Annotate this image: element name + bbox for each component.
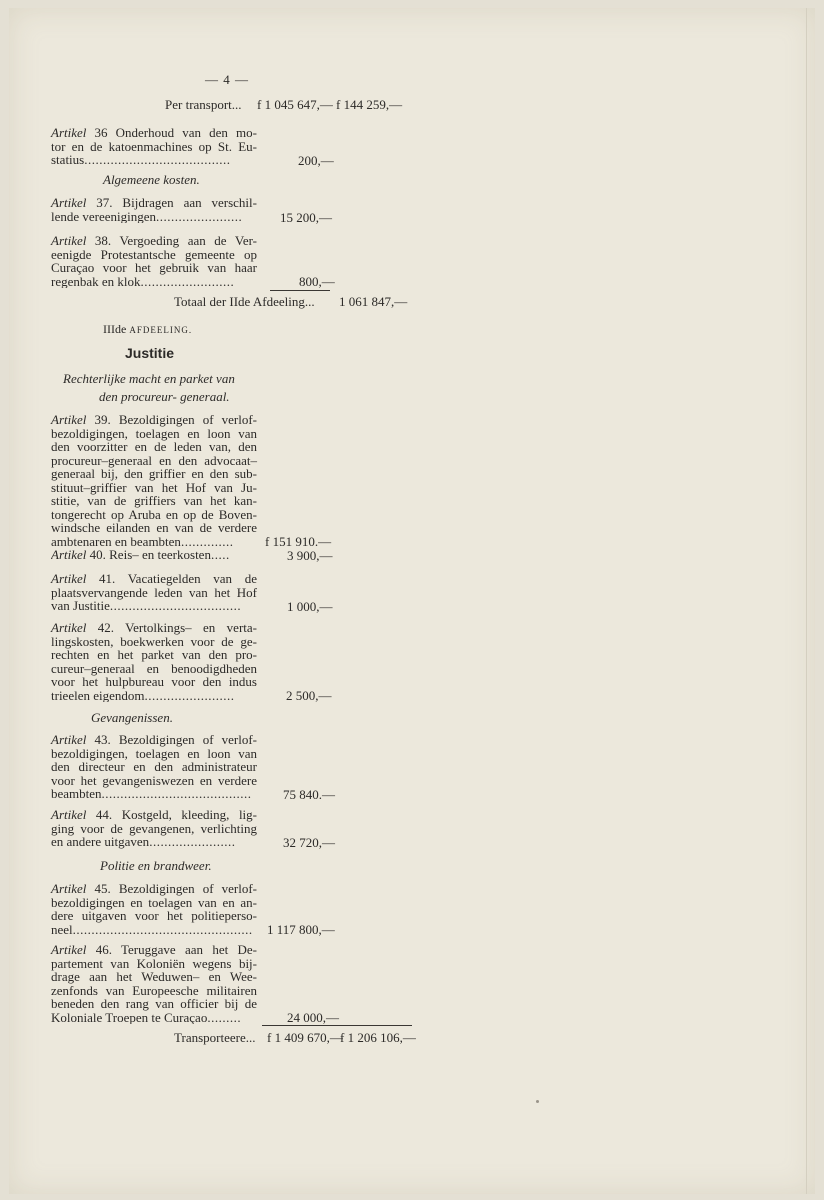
section-justitie: Justitie bbox=[125, 345, 175, 361]
article-line: den voorzitter en de leden van, den bbox=[51, 439, 257, 454]
article-line: Artikel 40. Reis– en teerkosten..... bbox=[51, 548, 230, 562]
article-36 bbox=[51, 126, 257, 167]
article-line: den directeur en den administrateur bbox=[51, 759, 257, 774]
amount-article-43: 75 840.— bbox=[283, 787, 335, 802]
article-line: partement van Koloniën wegens bij- bbox=[51, 955, 257, 971]
amount-article-38: 800,— bbox=[299, 274, 335, 289]
article-46 bbox=[51, 943, 257, 1024]
article-line: Artikel 43. Bezoldigingen of verlof- bbox=[51, 732, 257, 747]
transporteere-amount-1: f 1 409 670,— bbox=[267, 1030, 343, 1045]
article-line: dere uitgaven voor het politieperso- bbox=[51, 908, 257, 923]
article-line: lende vereenigingen....................... bbox=[51, 209, 243, 223]
amount-article-37: 15 200,— bbox=[280, 210, 332, 225]
article-line: regenbak en klok......................... bbox=[51, 274, 235, 288]
page-number: — 4 — bbox=[205, 72, 249, 87]
article-line: bezoldigingen, toelagen en loon van bbox=[51, 425, 257, 441]
article-line: en andere uitgaven....................... bbox=[51, 835, 236, 849]
page-edge bbox=[806, 8, 807, 1194]
article-38 bbox=[51, 234, 257, 288]
subsection-politie: Politie en brandweer. bbox=[100, 858, 212, 873]
article-line: stitie, van de griffiers van het kan- bbox=[51, 493, 257, 508]
article-37 bbox=[51, 196, 257, 223]
article-line: Artikel 46. Teruggave aan het De- bbox=[51, 942, 257, 957]
article-line: zenfonds van Europeesche militairen bbox=[51, 982, 257, 998]
totaal-amount: 1 061 847,— bbox=[339, 294, 408, 309]
article-41 bbox=[51, 572, 257, 613]
article-line: windsche eilanden en van de verdere bbox=[51, 520, 257, 535]
amount-article-41: 1 000,— bbox=[287, 599, 333, 614]
paper-speck bbox=[536, 1100, 539, 1103]
amount-article-42: 2 500,— bbox=[286, 688, 332, 703]
per-transport-amount-1: f 1 045 647,— bbox=[257, 97, 333, 112]
article-line: rechten en het parket van den pro- bbox=[51, 647, 257, 662]
article-line: van Justitie................................... bbox=[51, 599, 242, 613]
article-line: lingskosten, boekwerken voor de ge- bbox=[51, 633, 257, 649]
article-line: Koloniale Troepen te Curaçao......... bbox=[51, 1010, 242, 1024]
article-line: Artikel 42. Vertolkings– en verta- bbox=[51, 620, 257, 635]
article-line: bezoldigingen en toelagen van en an- bbox=[51, 894, 257, 910]
article-line: voor het gevangeniswezen en verdere bbox=[51, 772, 257, 788]
per-transport-label: Per transport... bbox=[165, 97, 242, 112]
article-line: plaatsvervangende leden van het Hof bbox=[51, 584, 257, 600]
per-transport-amount-2: f 144 259,— bbox=[336, 97, 403, 112]
article-43 bbox=[51, 733, 257, 801]
amount-article-36: 200,— bbox=[298, 153, 334, 168]
transport-sum-rule bbox=[262, 1025, 412, 1026]
subsection-rechterlijke-line-2: den procureur- generaal. bbox=[99, 389, 230, 404]
article-line: ambtenaren en beambten.............. bbox=[51, 534, 234, 548]
article-line: cureur–generaal en benoodigdheden bbox=[51, 660, 257, 676]
article-line: Artikel 38. Vergoeding aan de Ver- bbox=[51, 233, 257, 248]
transporteere-label: Transporteere... bbox=[174, 1030, 256, 1045]
article-line: voor het hulpbureau voor den indus bbox=[51, 674, 257, 689]
article-line: Artikel 39. Bezoldigingen of verlof- bbox=[51, 412, 257, 427]
totaal-label: Totaal der IIde Afdeeling... bbox=[174, 294, 315, 309]
amount-article-46: 24 000,— bbox=[287, 1010, 339, 1025]
article-line: drage aan het Weduwen– en Wee- bbox=[51, 969, 257, 984]
amount-article-39: f 151 910.— bbox=[265, 534, 332, 549]
article-line: beneden den rang van officier bij de bbox=[51, 996, 257, 1011]
article-line: Artikel 37. Bijdragen aan verschil- bbox=[51, 195, 257, 210]
subsection-rechterlijke-line-1: Rechterlijke macht en parket van bbox=[63, 371, 235, 386]
article-42 bbox=[51, 621, 257, 702]
article-line: Artikel 44. Kostgeld, kleeding, lig- bbox=[51, 807, 257, 822]
amount-article-45: 1 117 800,— bbox=[267, 922, 335, 937]
article-line: tongerecht op Aruba en op de Boven- bbox=[51, 506, 257, 522]
article-line: statius....................................... bbox=[51, 153, 231, 167]
article-line: bezoldigingen, toelagen en loon van bbox=[51, 745, 257, 761]
article-line: neel................................................ bbox=[51, 922, 253, 936]
afdeeling-heading: IIIde AFDEELING. bbox=[103, 322, 193, 336]
article-40 bbox=[51, 548, 257, 562]
article-line: Curaçao voor het gebruik van haar bbox=[51, 260, 257, 275]
article-45 bbox=[51, 882, 257, 936]
amount-article-40: 3 900,— bbox=[287, 548, 333, 563]
article-line: tor en de katoenmachines op St. Eu- bbox=[51, 138, 257, 154]
amount-article-44: 32 720,— bbox=[283, 835, 335, 850]
article-line: eenigde Protestantsche gemeente op bbox=[51, 246, 257, 262]
article-line: Artikel 36 Onderhoud van den mo- bbox=[51, 125, 257, 140]
article-line: procureur–generaal en den advocaat– bbox=[51, 452, 257, 468]
article-line: beambten........................................ bbox=[51, 787, 252, 801]
article-39 bbox=[51, 413, 257, 548]
article-line: Artikel 45. Bezoldigingen of verlof- bbox=[51, 881, 257, 896]
transporteere-amount-2: f 1 206 106,— bbox=[340, 1030, 416, 1045]
article-line: trieelen eigendom........................ bbox=[51, 688, 235, 702]
article-line: Artikel 41. Vacatiegelden van de bbox=[51, 571, 257, 586]
article-line: ging voor de gevangenen, verlichting bbox=[51, 820, 257, 836]
subsection-gevangenissen: Gevangenissen. bbox=[91, 710, 173, 725]
section-algemeene-kosten: Algemeene kosten. bbox=[103, 172, 200, 187]
sum-rule bbox=[270, 290, 330, 291]
article-44 bbox=[51, 808, 257, 849]
article-line: stituut–griffier van het Hof van Ju- bbox=[51, 479, 257, 495]
article-line: generaal bij, den griffier en den sub- bbox=[51, 466, 257, 481]
